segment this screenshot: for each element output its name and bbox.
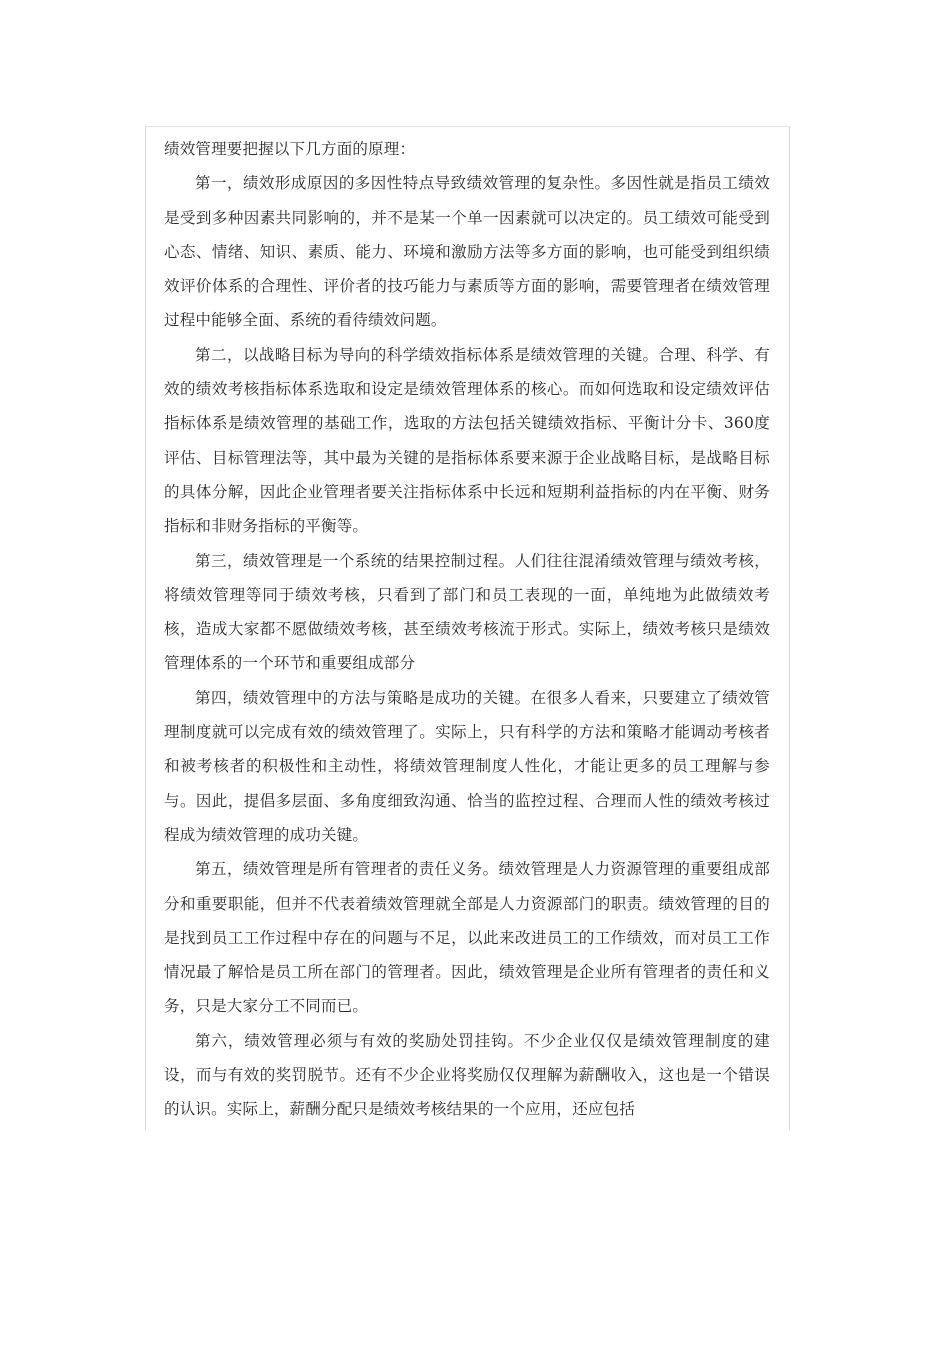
document-body bbox=[164, 132, 770, 1127]
paragraph-3: 第三，绩效管理是一个系统的结果控制过程。人们往往混淆绩效管理与绩效考核，将绩效管理等同于绩效考核，只看到了部门和员工表现的一面，单纯地为此做绩效考核，造成大家都不愿做绩效考核，甚至绩效考核流于形式。实际上，绩效考核只是绩效管理体系的一个环节和重要组成部分 bbox=[164, 551, 770, 673]
paragraph-2: 第二，以战略目标为导向的科学绩效指标体系是绩效管理的关键。合理、科学、有效的绩效考核指标体系选取和设定是绩效管理体系的核心。而如何选取和设定绩效评估指标体系是绩效管理的基础工作，选取的方法包括关键绩效指标、平衡计分卡、360度评估、目标管理法等，其中最为关键的是指标体系要来源于企业战略目标，是战略目标的具体分解，因此企业管理者要关注指标体系中长远和短期利益指标的内在平衡、财务指标和非财务指标的平衡等。 bbox=[164, 345, 770, 536]
paragraph-5: 第五，绩效管理是所有管理者的责任义务。绩效管理是人力资源管理的重要组成部分和重要职能，但并不代表着绩效管理就全部是人力资源部门的职责。绩效管理的目的是找到员工工作过程中存在的问题与不足，以此来改进员工的工作绩效，而对员工工作情况最了解恰是员工所在部门的管理者。因此，绩效管理是企业所有管理者的责任和义务，只是大家分工不同而已。 bbox=[164, 860, 770, 1016]
intro-line: 绩效管理要把握以下几方面的原理： bbox=[164, 140, 416, 158]
paragraph-1: 第一，绩效形成原因的多因性特点导致绩效管理的复杂性。多因性就是指员工绩效是受到多种因素共同影响的，并不是某一个单一因素就可以决定的。员工绩效可能受到心态、情绪、知识、素质、能力、环境和激励方法等多方面的影响，也可能受到组织绩效评价体系的合理性、评价者的技巧能力与素质等方面的影响，需要管理者在绩效管理过程中能够全面、系统的看待绩效问题。 bbox=[164, 174, 770, 330]
paragraph-4: 第四，绩效管理中的方法与策略是成功的关键。在很多人看来，只要建立了绩效管理制度就可以完成有效的绩效管理了。实际上，只有科学的方法和策略才能调动考核者和被考核者的积极性和主动性，将绩效管理制度人性化，才能让更多的员工理解与参与。因此，提倡多层面、多角度细致沟通、恰当的监控过程、合理而人性的绩效考核过程成为绩效管理的成功关键。 bbox=[164, 688, 770, 844]
paragraph-6: 第六，绩效管理必须与有效的奖励处罚挂钩。不少企业仅仅是绩效管理制度的建设，而与有效的奖罚脱节。还有不少企业将奖励仅仅理解为薪酬收入，这也是一个错误的认识。实际上，薪酬分配只是绩效考核结果的一个应用，还应包括 bbox=[164, 1031, 770, 1119]
